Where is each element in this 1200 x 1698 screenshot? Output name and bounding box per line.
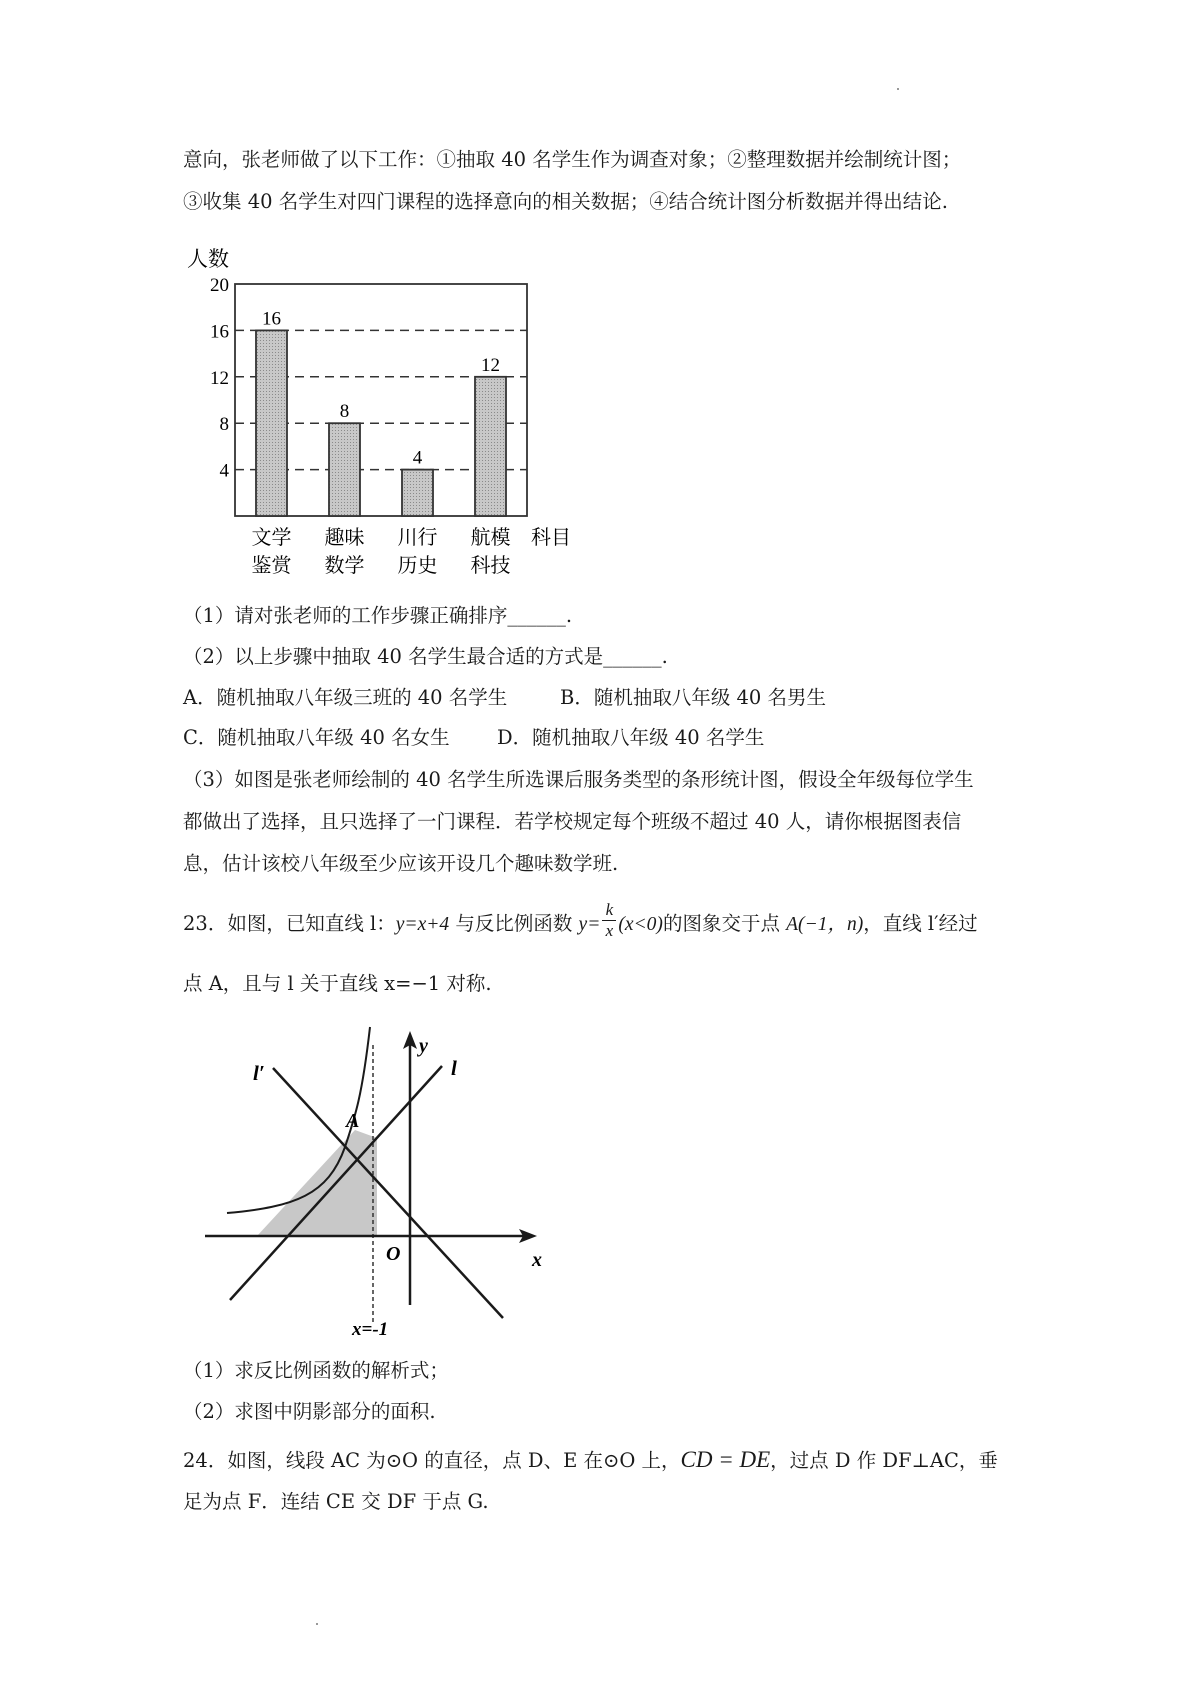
- x-category-label: 数学: [324, 553, 365, 577]
- q23-text-e: ，直线 l′经过: [863, 912, 978, 935]
- q23-line1: [183, 900, 978, 948]
- bar: [475, 377, 506, 516]
- q23-y-eq: y=: [578, 914, 601, 935]
- bar-chart: [185, 238, 571, 583]
- scan-dot-bottom: [316, 1623, 318, 1625]
- q22-option-a: A．随机抽取八年级三班的 40 名学生: [183, 686, 508, 709]
- bar-value-label: 8: [339, 401, 350, 423]
- x-category-label: 趣味: [324, 525, 365, 549]
- q22-part3-line3: 息，估计该校八年级至少应该开设几个趣味数学班.: [183, 852, 619, 875]
- q24-text-a: 24．如图，线段 AC 为⊙O 的直径，点 D、E 在⊙O 上，: [183, 1449, 681, 1472]
- q22-part3-line2: 都做出了选择，且只选择了一门课程．若学校规定每个班级不超过 40 人，请你根据图表信: [183, 810, 962, 833]
- fraction-denominator: x: [605, 921, 614, 940]
- bar-value-label: 4: [412, 447, 423, 469]
- bar-value-label: 12: [481, 354, 500, 376]
- q22-part2: （2）以上步骤中抽取 40 名学生最合适的方式是______.: [183, 645, 668, 668]
- fraction-numerator: k: [605, 900, 614, 919]
- q23-fraction: [602, 900, 616, 941]
- q23-sub2: （2）求图中阴影部分的面积.: [183, 1400, 436, 1423]
- q23-domain: (x<0): [618, 914, 663, 935]
- q22-part1: （1）请对张老师的工作步骤正确排序______.: [183, 604, 573, 627]
- q23-point-a: A(−1，n): [786, 914, 864, 935]
- x-category-label: 文学: [251, 525, 292, 549]
- q24-text-b: ，过点 D 作 DF⊥AC，垂: [770, 1449, 998, 1472]
- q22-option-c: C．随机抽取八年级 40 名女生: [183, 726, 450, 749]
- scan-dot-top: [897, 88, 899, 90]
- bar: [256, 330, 287, 516]
- x-axis-title: 科目: [531, 525, 571, 549]
- x-category-label: 川行: [397, 525, 438, 549]
- label-l: l: [451, 1056, 457, 1080]
- x-category-label: 航模: [470, 525, 511, 549]
- label-x-eq-neg1: x=-1: [352, 1319, 389, 1340]
- label-a: A: [346, 1110, 360, 1132]
- bar: [402, 470, 433, 516]
- q24-arc-equation: CD = DE: [680, 1447, 771, 1472]
- intro-line-2: ③收集 40 名学生对四门课程的选择意向的相关数据；④结合统计图分析数据并得出结论.: [183, 190, 948, 213]
- q23-sub1: （1）求反比例函数的解析式；: [183, 1359, 449, 1382]
- q23-text-d: 的图象交于点: [662, 912, 787, 935]
- q23-text-b: 与反比例函数: [449, 912, 579, 935]
- y-tick-label: 16: [210, 321, 229, 343]
- q22-option-d: D．随机抽取八年级 40 名学生: [497, 726, 765, 749]
- label-x: x: [532, 1249, 542, 1271]
- label-l-prime: l′: [253, 1061, 265, 1085]
- bar-value-label: 16: [262, 308, 281, 330]
- intro-line-1: 意向，张老师做了以下工作：①抽取 40 名学生作为调查对象；②整理数据并绘制统计图；: [183, 148, 962, 171]
- label-o: O: [386, 1243, 401, 1265]
- q22-part3-line1: （3）如图是张老师绘制的 40 名学生所选课后服务类型的条形统计图，假设全年级每位学生: [183, 768, 974, 791]
- y-axis-title: 人数: [187, 247, 229, 271]
- y-tick-label: 8: [219, 414, 229, 436]
- x-category-label: 科技: [470, 553, 511, 577]
- q23-figure: [205, 1027, 545, 1340]
- shaded-region: [257, 1130, 377, 1236]
- q24-line1: [183, 1442, 998, 1478]
- q22-option-b: B．随机抽取八年级 40 名男生: [560, 686, 827, 709]
- y-tick-label: 12: [210, 367, 229, 389]
- q23-line-eq: y=x+4: [395, 914, 450, 935]
- bar: [329, 423, 360, 516]
- q23-text-a: 23．如图，已知直线 l：: [183, 912, 396, 935]
- y-tick-label: 20: [210, 275, 229, 296]
- label-y: y: [419, 1035, 428, 1057]
- q23-line2: 点 A，且与 l 关于直线 x=−1 对称.: [183, 972, 492, 995]
- y-tick-label: 4: [219, 460, 229, 482]
- x-category-label: 鉴赏: [251, 553, 292, 577]
- q24-line2: 足为点 F．连结 CE 交 DF 于点 G.: [183, 1490, 489, 1513]
- x-category-label: 历史: [397, 553, 438, 577]
